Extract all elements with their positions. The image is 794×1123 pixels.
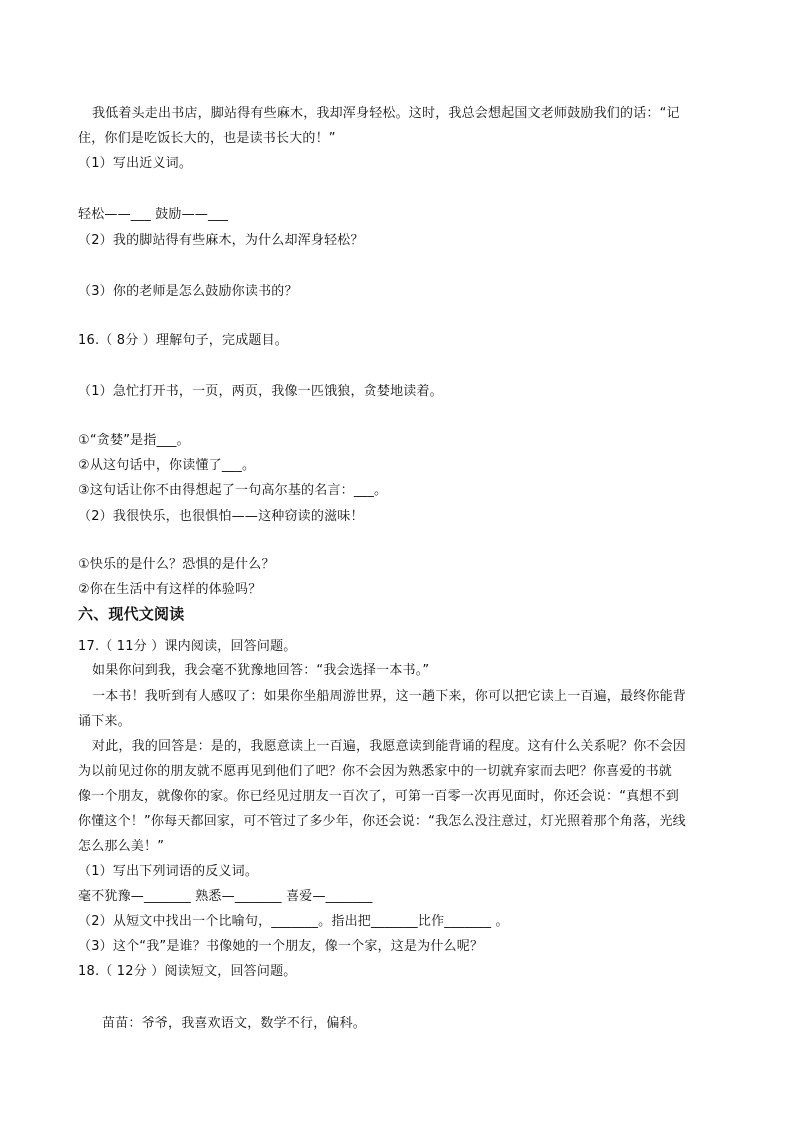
question-line: （3）这个“我”是谁？书像她的一个朋友，像一个家，这是为什么呢？ [78,939,484,954]
question-heading: 18.（ 12分 ）阅读短文，回答问题。 [78,964,297,979]
passage-line: 一本书！我听到有人感叹了：如果你坐船周游世界，这一趟下来，你可以把它读上一百遍，最终你能背 [92,689,687,704]
passage-line: 你懂这个！”你每天都回家，可不管过了多少年，你还会说：“我怎么没注意过，灯光照着那个角落，光线 [78,814,686,829]
question-line: （2）我很快乐，也很惧怕——这种窃读的滋味！ [78,509,364,524]
sub-question-line: ①“贪婪”是指___。 [78,433,190,448]
answer-line: 毫不犹豫—_______ 熟悉—_______ 喜爱—_______ [78,889,373,904]
question-line: （2）我的脚站得有些麻木，为什么却浑身轻松？ [78,233,364,248]
passage-line: 怎么那么美！” [78,839,165,854]
question-line: （1）写出近义词。 [78,156,193,171]
question-line: （1）写出下列词语的反义词。 [78,864,259,879]
passage-line: 对此，我的回答是：是的，我愿意读上一百遍，我愿意读到能背诵的程度。这有什么关系呢？你不会因 [92,739,687,754]
passage-line: 为以前见过你的朋友就不愿再见到他们了吧？你不会因为熟悉家中的一切就弃家而去吧？你喜爱的书就 [78,764,673,779]
passage-line: 苗苗：爷爷，我喜欢语文，数学不行，偏科。 [102,1016,367,1031]
question-heading: 17.（ 11分 ）课内阅读，回答问题。 [78,639,297,654]
passage-line: 如果你问到我，我会毫不犹豫地回答：“我会选择一本书。” [92,663,430,678]
sub-question-line: ②你在生活中有这样的体验吗？ [78,582,262,597]
sub-question-line: ①快乐的是什么？恐惧的是什么？ [78,557,275,572]
question-line: （1）急忙打开书，一页，两页，我像一匹饿狼，贪婪地读着。 [78,384,443,399]
passage-line: 住，你们是吃饭长大的，也是读书长大的！” [78,131,336,146]
passage-line: 像一个朋友，就像你的家。你已经见过朋友一百次了，可第一百零一次再见面时，你还会说：“真想不到 [78,789,679,804]
passage-line: 诵下来。 [78,714,131,729]
sub-question-line: ③这句话让你不由得想起了一句高尔基的名言：___。 [78,483,388,498]
answer-line: 轻松——___ 鼓励——___ [78,207,229,222]
sub-question-line: ②从这句话中，你读懂了___。 [78,458,256,473]
question-line: （2）从短文中找出一个比喻句，_______。指出把_______比作_______ 。 [78,914,509,929]
question-heading: 16.（ 8分 ）理解句子，完成题目。 [78,333,289,348]
question-line: （3）你的老师是怎么鼓励你读书的？ [78,284,298,299]
section-heading: 六、现代文阅读 [78,605,185,623]
passage-line: 我低着头走出书店，脚站得有些麻木，我却浑身轻松。这时，我总会想起国文老师鼓励我们的话：“记 [92,106,680,121]
